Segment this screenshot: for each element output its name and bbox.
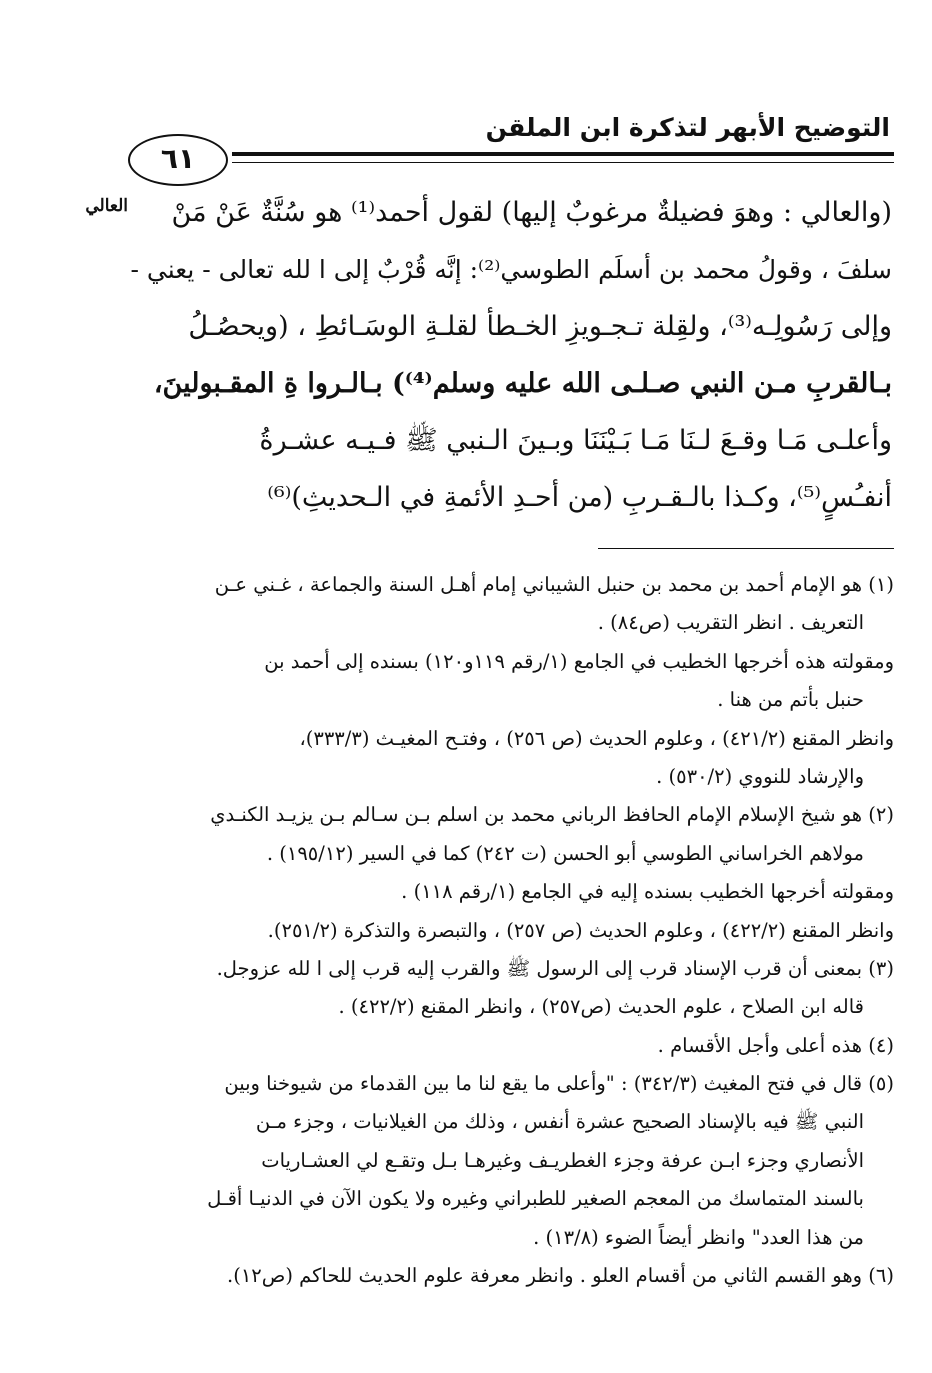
footnote-line: (٥) قال في فتح المغيث (٣٤٢/٣) : "وأعلى ما يقع لنا ما بين القدماء من شيوخنا وبين <box>224 1072 894 1096</box>
header-rule-thick <box>232 152 894 156</box>
footnote-line: حنبل بأتم من هنا . <box>717 688 864 712</box>
footnote-line: قاله ابن الصلاح ، علوم الحديث (ص٢٥٧) ، وانظر المقنع (٤٢٢/٢) . <box>338 995 864 1019</box>
footnote-line: مولاهم الخراساني الطوسي أبو الحسن (ت ٢٤٢) كما في السير (١٩٥/١٢) . <box>266 841 864 865</box>
footnote-line: (٦) وهو القسم الثاني من أقسام العلو . وانظر معرفة علوم الحديث للحاكم (ص١٢). <box>227 1264 894 1288</box>
footnote-line: (٢) هو شيخ الإسلام الإمام الحافظ الرباني محمد بن اسلم بـن سـالم بـن يزيـد الكنـدي <box>210 803 894 827</box>
margin-note: العالي <box>85 196 128 216</box>
footnote-line: بالسند المتماسك من المعجم الصغير للطبراني وغيره ولا يكون الآن في الدنيـا أقـل <box>207 1187 864 1211</box>
footnotes <box>132 566 894 1295</box>
main-text <box>128 184 892 526</box>
footnote-line: ومقولته هذه أخرجها الخطيب في الجامع (١/رقم ١١٩و١٢٠) بسنده إلى أحمد بن <box>264 649 894 673</box>
footnote-line: (١) هو الإمام أحمد بن محمد بن حنبل الشيباني إمام أهـل السنة والجماعة ، غـني عـن <box>214 573 894 596</box>
footnote-line: الأنصاري وجزء ابـن عرفة وجزء الغطريـف وغيرهـا بـل وتقـع لي العشـاريات <box>261 1148 864 1172</box>
footnote-line: من هذا العدد" وانظر أيضاً الضوء (١٣/٨) . <box>533 1225 864 1249</box>
footnote-line: التعريف . انظر التقريب (ص٨٤) . <box>597 611 864 635</box>
footnote-line: النبي ﷺ فيه بالإسناد الصحيح عشرة أنفس ، وذلك من الغيلانيات ، وجزء مـن <box>255 1110 864 1134</box>
footnote-line: وانظر المقنع (٤٢١/٢) ، وعلوم الحديث (ص ٢٥٦) ، وفتـح المغيـث (٣٣٣/٣)، <box>299 726 894 750</box>
page-number: ٦١ <box>128 134 228 186</box>
footnote-line: ومقولته أخرجها الخطيب بسنده إليه في الجامع (١/رقم ١١٨) . <box>401 880 894 904</box>
main-line: (والعالي : وهوَ فضيلةٌ مرغوبٌ إليها) لقول أحمد⁽¹⁾ هو سُنَّةٌ عَنْ مَنْ <box>171 197 892 228</box>
main-line: أنفـُسٍ⁽⁵⁾، وكـذا بالـقـربِ (من أحـدِ الأئمةِ في الـحديثِ)⁽⁶⁾ <box>267 482 892 513</box>
main-line: وإلى رَسُولِـه⁽³⁾، ولقِلة تـجـويزِ الخـطأ لقلـةِ الوسَـائطِ ، (ويحصُـلُ <box>188 311 892 342</box>
footnote-line: (٣) بمعنى أن قرب الإسناد قرب إلى الرسول ﷺ والقرب إليه قرب إلى ا لله عزوجل. <box>216 956 894 980</box>
footnote-line: والإرشاد للنووي (٥٣٠/٢) . <box>656 764 864 788</box>
footnote-separator <box>598 548 894 549</box>
main-line: سلفَ ، وقولُ محمد بن أسلَم الطوسي⁽²⁾: إنَّه قُرْبٌ إلى ا لله تعالى - يعني - <box>130 255 892 284</box>
main-line: وأعلـى مَـا وقـعَ لـنَا مَـا بَـيْنَنَا وبـينَ الـنبي ﷺ فـيـه عشـرةُ <box>259 425 892 456</box>
running-header-title: التوضيح الأبهر لتذكرة ابن الملقن <box>485 113 890 142</box>
footnote-line: (٤) هذه أعلى وأجل الأقسام . <box>657 1033 894 1057</box>
main-line: بـالقربِ مـن النبي صـلـى الله عليه وسلم⁽⁴⁾) بـالـروا ةِ المقـبولينَ، <box>153 368 892 399</box>
header-rule-thin <box>232 162 894 163</box>
footnote-line: وانظر المقنع (٤٢٢/٢) ، وعلوم الحديث (ص ٢٥٧) ، والتبصرة والتذكرة (٢٥١/٢). <box>267 918 894 942</box>
